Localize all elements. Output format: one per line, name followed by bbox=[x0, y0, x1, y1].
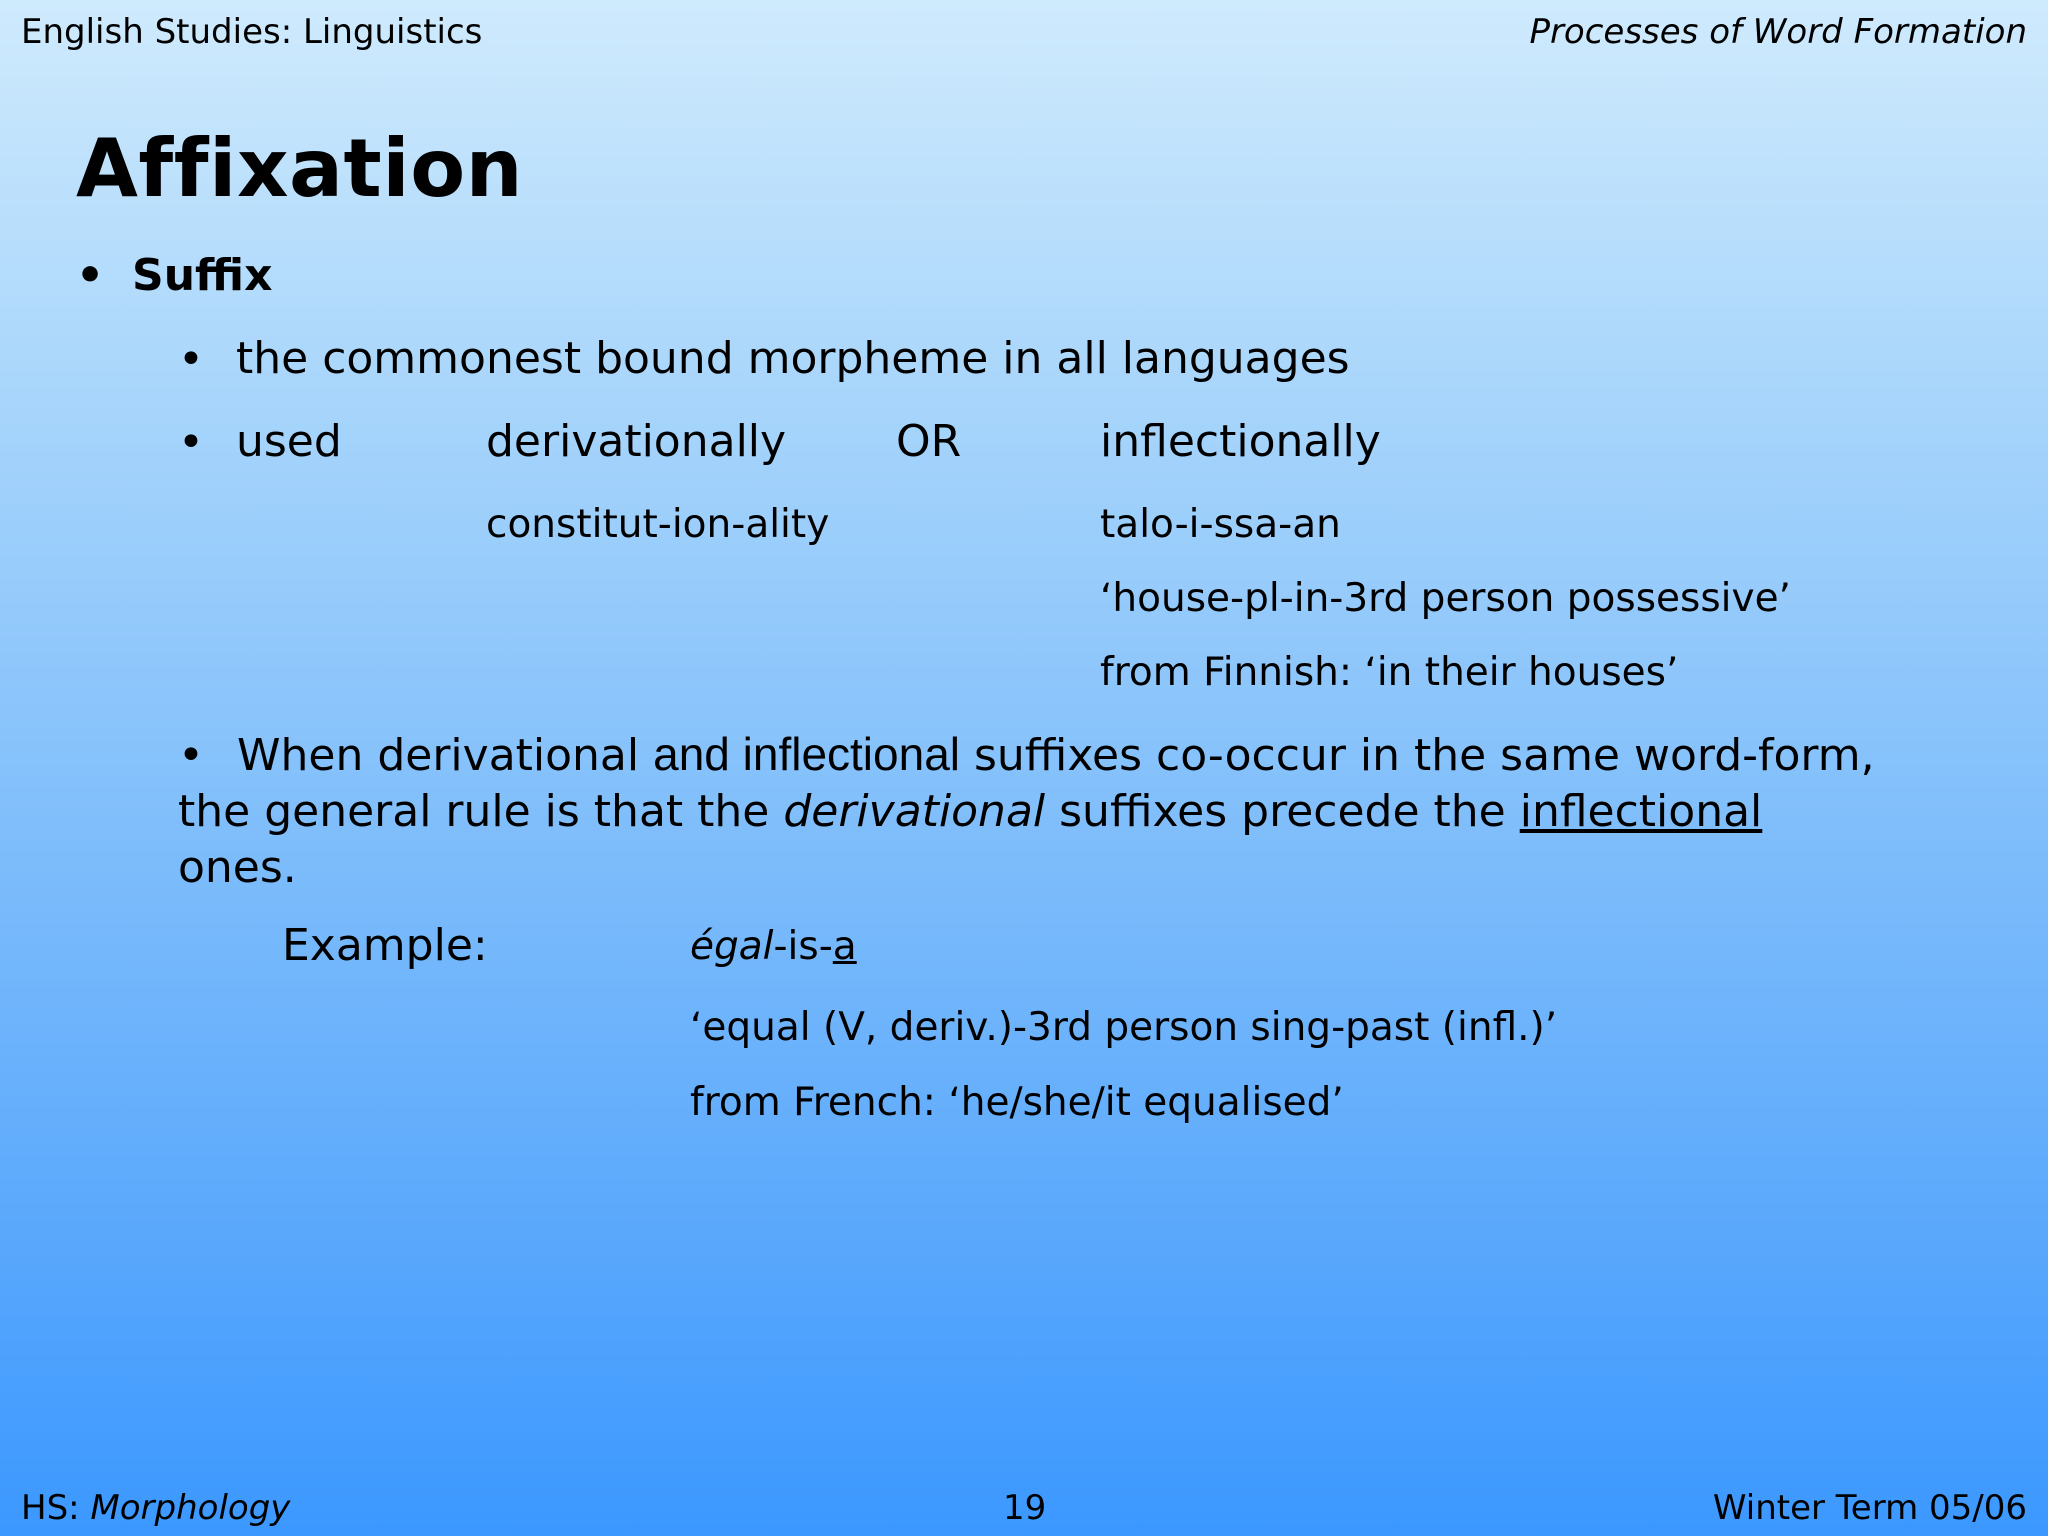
footer-course-prefix: HS: bbox=[21, 1488, 91, 1528]
rule-text-2: and inflectional bbox=[653, 728, 960, 780]
french-form-middle: -is- bbox=[773, 924, 833, 969]
french-source: from French: ‘he/she/it equalised’ bbox=[690, 1080, 1344, 1125]
french-form bbox=[690, 924, 857, 969]
french-gloss: ‘equal (V, deriv.)-3rd person sing-past (infl.)’ bbox=[690, 1005, 1558, 1050]
page-number: 19 bbox=[1003, 1488, 1047, 1528]
finnish-form: talo-i-ssa-an bbox=[1100, 502, 1341, 547]
rule-text-1: When derivational bbox=[237, 730, 654, 781]
footer-term: Winter Term 05/06 bbox=[1712, 1488, 2027, 1528]
rule-text-7: ones. bbox=[178, 842, 297, 893]
or-label: OR bbox=[896, 416, 962, 467]
slide-title: Affixation bbox=[76, 122, 524, 215]
derivational-example: constitut-ion-ality bbox=[486, 502, 830, 547]
bullet-icon: • bbox=[178, 730, 204, 781]
suffix-point-commonest: the commonest bound morpheme in all languages bbox=[236, 333, 1350, 384]
inflectionally-label: inflectionally bbox=[1100, 416, 1381, 467]
bullet-icon: • bbox=[76, 250, 105, 301]
rule-text-3: suffixes co-occur in the same word-form, the general rule is that the bbox=[178, 730, 1875, 837]
example-label: Example: bbox=[282, 920, 488, 971]
footer-course bbox=[21, 1488, 290, 1528]
rule-paragraph bbox=[178, 726, 1878, 896]
finnish-gloss: ‘house-pl-in-3rd person possessive’ bbox=[1100, 576, 1791, 621]
used-label: used bbox=[236, 416, 342, 467]
suffix-label: Suffix bbox=[132, 250, 273, 301]
derivationally-label: derivationally bbox=[486, 416, 787, 467]
finnish-source: from Finnish: ‘in their houses’ bbox=[1100, 650, 1679, 695]
rule-text-derivational: derivational bbox=[783, 786, 1046, 837]
french-form-stem: égal bbox=[690, 924, 774, 969]
rule-text-5: suffixes precede the bbox=[1045, 786, 1520, 837]
header-topic: Processes of Word Formation bbox=[1529, 12, 2027, 52]
header-course: English Studies: Linguistics bbox=[21, 12, 483, 52]
bullet-icon: • bbox=[178, 417, 204, 468]
footer-course-name: Morphology bbox=[90, 1488, 291, 1528]
bullet-icon: • bbox=[178, 334, 204, 385]
rule-text-inflectional: inflectional bbox=[1519, 786, 1763, 837]
bullet-suffix bbox=[76, 250, 272, 301]
french-form-ending: a bbox=[832, 924, 857, 969]
